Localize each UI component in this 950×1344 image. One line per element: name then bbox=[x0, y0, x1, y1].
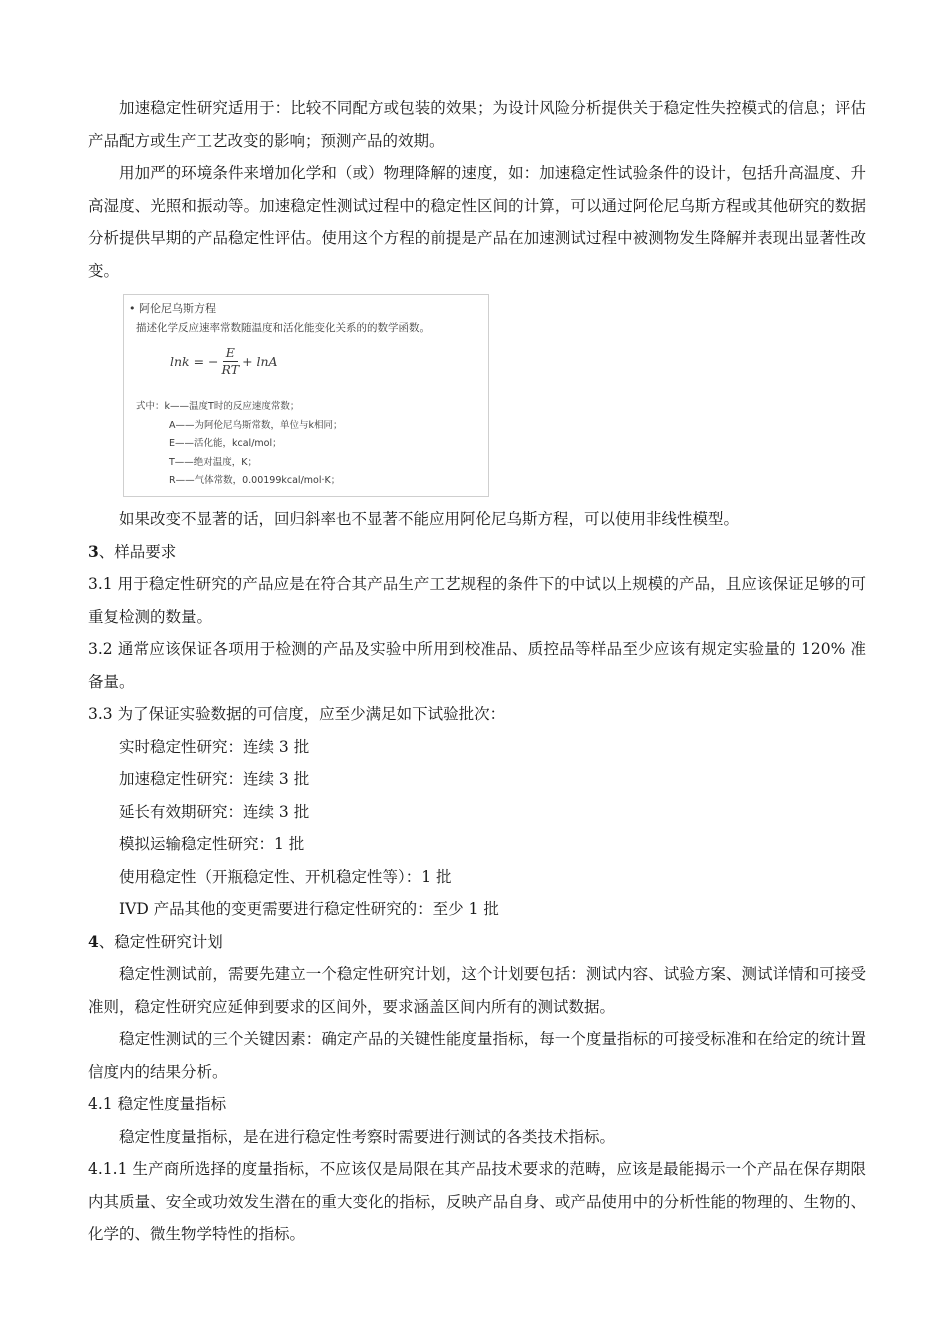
paragraph-3-3: 3.3 为了保证实验数据的可信度，应至少满足如下试验批次： bbox=[88, 705, 506, 723]
arrhenius-equation bbox=[170, 345, 278, 378]
definition-k: k——温度T时的反应速度常数； bbox=[164, 401, 300, 412]
definition-row bbox=[136, 417, 343, 436]
definition-row bbox=[136, 472, 343, 491]
section-heading-4 bbox=[88, 926, 866, 959]
paragraph-plan: 稳定性测试前，需要先建立一个稳定性研究计划，这个计划要包括：测试内容、试验方案、测试详情和可接受准则，稳定性研究应延伸到要求的区间外，要求涵盖区间内所有的测试数据。 bbox=[88, 965, 866, 1016]
definition-row bbox=[136, 398, 343, 417]
batch-item: 使用稳定性（开瓶稳定性、开机稳定性等）：1 批 bbox=[119, 867, 452, 886]
equation-right: + lnA bbox=[242, 354, 278, 369]
section-title-4: 、稳定性研究计划 bbox=[98, 932, 223, 951]
section-number-4: 4 bbox=[88, 931, 99, 951]
definitions-prefix: 式中： bbox=[136, 401, 165, 412]
definition-row bbox=[136, 435, 343, 454]
subsection-heading-4-1: 4.1 稳定性度量指标 bbox=[88, 1095, 227, 1113]
paragraph-key-factors: 稳定性测试的三个关键因素：确定产品的关键性能度量指标，每一个度量指标的可接受标准和在给定的统计置信度内的结果分析。 bbox=[88, 1030, 866, 1081]
figure-title: • 阿伦尼乌斯方程 bbox=[129, 302, 216, 315]
section-number-3: 3 bbox=[88, 541, 99, 561]
definition-a: A——为阿伦尼乌斯常数，单位与k相同； bbox=[169, 419, 343, 431]
equation-fraction bbox=[222, 345, 240, 378]
paragraph-3-2: 3.2 通常应该保证各项用于检测的产品及实验中所用到校准品、质控品等样品至少应该有规定实验量的 120% 准备量。 bbox=[88, 640, 866, 691]
document-page bbox=[88, 92, 866, 1251]
figure-description: 描述化学反应速率常数随温度和活化能变化关系的的数学函数。 bbox=[136, 322, 430, 334]
paragraph-metrics-definition: 稳定性度量指标，是在进行稳定性考察时需要进行测试的各类技术指标。 bbox=[119, 1127, 616, 1146]
batch-item: 延长有效期研究：连续 3 批 bbox=[119, 802, 310, 821]
section-heading-3 bbox=[88, 536, 866, 569]
definition-e: E——活化能，kcal/mol； bbox=[169, 438, 282, 449]
definition-r: R——气体常数，0.00199kcal/mol·K； bbox=[169, 475, 341, 486]
paragraph-3-1: 3.1 用于稳定性研究的产品应是在符合其产品生产工艺规程的条件下的中试以上规模的产品，且应该保证足够的可重复检测的数量。 bbox=[88, 575, 866, 626]
batch-item: 模拟运输稳定性研究：1 批 bbox=[119, 835, 305, 853]
paragraph-4-1-1: 4.1.1 生产商所选择的度量指标，不应该仅是局限在其产品技术要求的范畴，应该是最能揭示一个产品在保存期限内其质量、安全或功效发生潜在的重大变化的指标，反映产品自身、或产品使用中的分析性能的物理的、生物的、化学的、微生物学特性的指标。 bbox=[88, 1160, 866, 1243]
section-title-3: 、样品要求 bbox=[98, 542, 177, 561]
equation-definitions bbox=[136, 398, 343, 491]
definition-t: T——绝对温度，K； bbox=[169, 456, 258, 468]
arrhenius-figure bbox=[123, 294, 489, 497]
batch-item: IVD 产品其他的变更需要进行稳定性研究的：至少 1 批 bbox=[119, 900, 499, 918]
equation-denominator: RT bbox=[221, 362, 240, 377]
paragraph-accelerated-conditions: 用加严的环境条件来增加化学和（或）物理降解的速度，如：加速稳定性试验条件的设计，包括升高温度、升高湿度、光照和振动等。加速稳定性测试过程中的稳定性区间的计算，可以通过阿伦尼乌斯方程或其他研究的数据分析提供早期的产品稳定性评估。使用这个方程的前提是产品在加速测试过程中被测物发生降解并表现出显著性改变。 bbox=[88, 164, 866, 280]
paragraph-accelerated-use: 加速稳定性研究适用于：比较不同配方或包装的效果；为设计风险分析提供关于稳定性失控模式的信息；评估产品配方或生产工艺改变的影响；预测产品的效期。 bbox=[88, 99, 866, 150]
equation-numerator: E bbox=[223, 345, 238, 362]
batch-item: 实时稳定性研究：连续 3 批 bbox=[119, 737, 310, 756]
batch-item: 加速稳定性研究：连续 3 批 bbox=[119, 770, 310, 788]
paragraph-nonlinear: 如果改变不显著的话，回归斜率也不显著不能应用阿伦尼乌斯方程，可以使用非线性模型。 bbox=[119, 510, 740, 528]
definition-row bbox=[136, 454, 343, 473]
equation-left: lnk = − bbox=[170, 354, 219, 369]
